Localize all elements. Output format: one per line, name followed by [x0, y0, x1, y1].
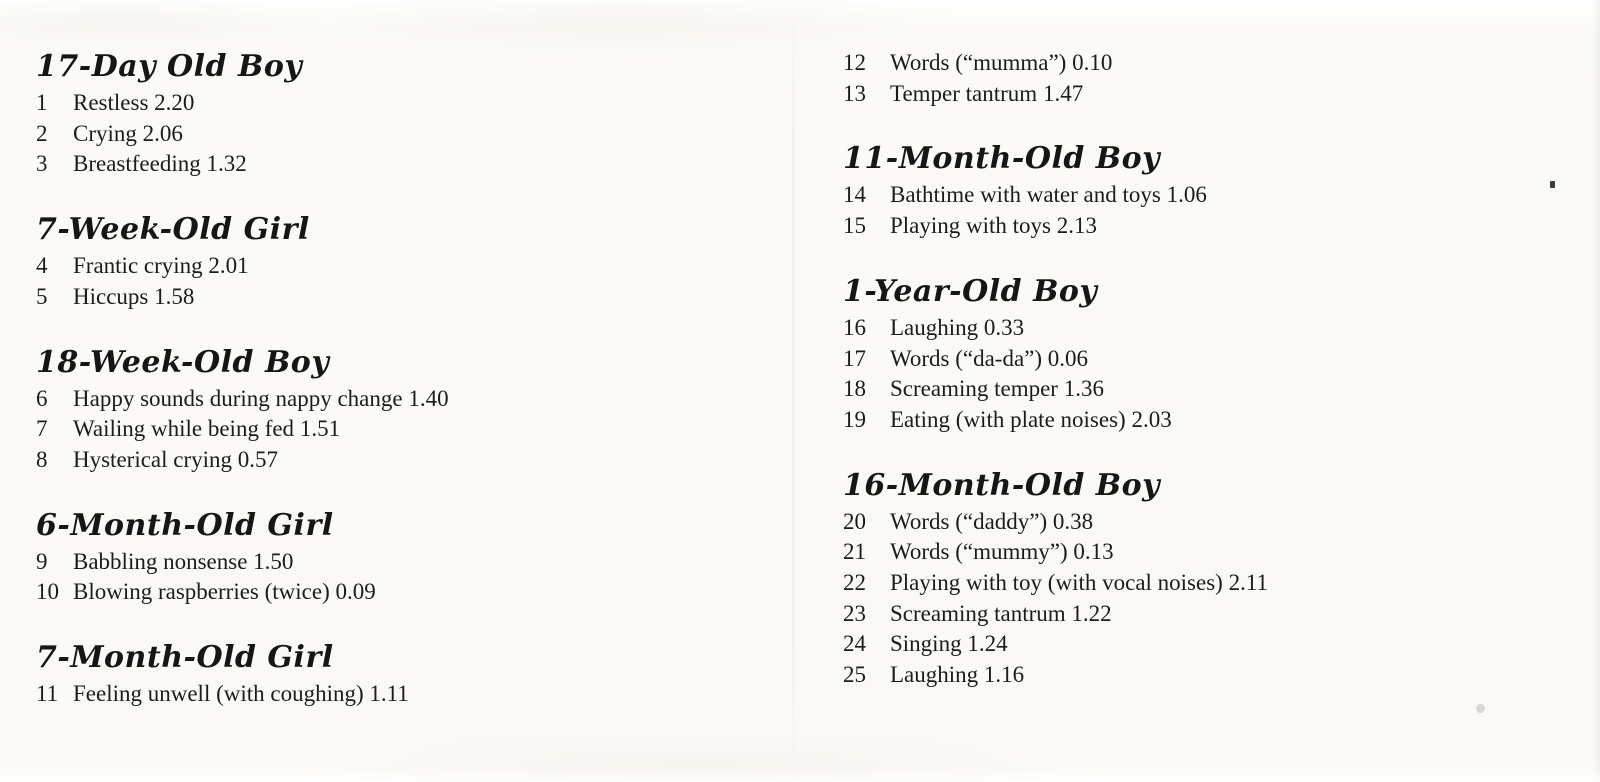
scan-top-light-strip [0, 0, 1600, 28]
track-duration: 2.11 [1228, 570, 1268, 596]
track-duration: 1.24 [967, 631, 1008, 657]
track-row [843, 537, 1563, 568]
track-duration: 2.13 [1056, 213, 1098, 239]
section-heading: 7-Week-Old Girl [36, 212, 310, 248]
track-row [843, 374, 1563, 405]
scan-edge-shade [1593, 0, 1600, 782]
track-title: Words (“da-da”) [890, 345, 1043, 371]
track-title: Screaming temper [890, 376, 1058, 402]
track-duration: 2.20 [154, 90, 195, 115]
track-row [36, 547, 756, 578]
track-duration: 1.06 [1166, 182, 1207, 208]
scan-dust-speck [1550, 181, 1555, 188]
track-row [843, 405, 1563, 436]
track-duration: 1.58 [154, 283, 195, 309]
track-number: 8 [36, 446, 48, 472]
track-number: 13 [843, 80, 866, 106]
track-duration: 1.22 [1071, 600, 1112, 626]
track-duration: 1.11 [369, 681, 409, 707]
track-number: 6 [36, 385, 48, 411]
track-duration: 0.38 [1052, 508, 1094, 534]
track-title: Hiccups [73, 283, 149, 309]
track-number: 3 [36, 151, 48, 177]
track-title: Wailing while being fed [73, 416, 295, 442]
track-row [843, 660, 1563, 691]
track-row [843, 599, 1563, 630]
track-duration: 2.01 [208, 253, 249, 279]
track-section [36, 639, 756, 710]
scan-bottom-light-strip [0, 766, 1600, 782]
track-number: 23 [843, 600, 866, 626]
track-title: Babbling nonsense [73, 548, 248, 574]
track-title: Bathtime with water and toys [890, 182, 1161, 208]
track-title: Happy sounds during nappy change [73, 385, 403, 411]
track-title: Frantic crying [73, 253, 203, 279]
track-number: 7 [36, 416, 48, 442]
track-row [843, 79, 1563, 110]
track-row [843, 313, 1563, 344]
track-row [36, 119, 756, 150]
track-title: Laughing [890, 314, 979, 340]
track-row [843, 211, 1563, 242]
track-row [36, 384, 756, 415]
track-row [843, 180, 1563, 211]
track-number: 19 [843, 406, 866, 432]
track-title: Blowing raspberries (twice) [73, 579, 330, 605]
track-duration: 0.13 [1073, 539, 1114, 565]
track-duration: 1.47 [1042, 80, 1084, 106]
track-title: Words (“mummy”) [890, 539, 1068, 565]
track-duration: 1.51 [299, 416, 341, 442]
track-row [36, 251, 756, 282]
track-row [843, 344, 1563, 375]
track-title: Playing with toys [890, 213, 1052, 239]
track-title: Feeling unwell (with coughing) [73, 681, 364, 707]
track-number: 5 [36, 283, 48, 309]
track-duration: 1.50 [253, 548, 294, 574]
track-number: 21 [843, 539, 866, 565]
track-row [36, 282, 756, 313]
section-heading: 16-Month-Old Boy [843, 467, 1161, 503]
track-duration: 1.32 [206, 151, 247, 177]
track-row [843, 629, 1563, 660]
track-title: Crying [73, 120, 137, 146]
track-section [36, 507, 756, 608]
track-row [843, 568, 1563, 599]
track-title: Hysterical crying [73, 446, 233, 472]
track-section [843, 48, 1563, 109]
track-section [36, 211, 756, 312]
track-title: Restless [73, 90, 149, 115]
track-duration: 0.33 [983, 314, 1025, 340]
track-number: 2 [36, 120, 48, 146]
track-section [36, 344, 756, 476]
track-row [36, 577, 756, 608]
track-title: Laughing [890, 662, 979, 688]
track-title: Eating (with plate noises) [890, 406, 1126, 432]
track-title: Breastfeeding [73, 151, 201, 177]
track-number: 10 [36, 579, 59, 605]
scan-dust-speck [1476, 704, 1485, 713]
track-number: 15 [843, 213, 866, 239]
section-heading: 1-Year-Old Boy [843, 273, 1098, 309]
section-heading: 18-Week-Old Boy [36, 344, 330, 380]
track-number: 9 [36, 548, 48, 574]
track-number: 12 [843, 50, 866, 75]
track-section [843, 140, 1563, 241]
track-title: Screaming tantrum [890, 600, 1066, 626]
track-duration: 1.16 [983, 662, 1025, 688]
section-heading: 7-Month-Old Girl [36, 640, 334, 676]
track-list-left-column [36, 48, 756, 710]
track-number: 22 [843, 570, 866, 596]
track-title: Temper tantrum [890, 80, 1038, 106]
section-heading: 17-Day Old Boy [36, 49, 303, 84]
track-duration: 2.06 [142, 120, 183, 146]
track-number: 16 [843, 314, 866, 340]
track-title: Singing [890, 631, 962, 657]
track-number: 11 [36, 681, 59, 707]
track-row [36, 88, 756, 119]
track-duration: 0.09 [335, 579, 376, 605]
track-row [843, 507, 1563, 538]
track-duration: 1.40 [408, 385, 449, 411]
track-row [843, 48, 1563, 79]
track-row [36, 679, 756, 710]
track-row [36, 445, 756, 476]
track-section [843, 273, 1563, 436]
track-duration: 1.36 [1063, 376, 1104, 402]
track-row [36, 414, 756, 445]
track-number: 4 [36, 253, 48, 279]
track-number: 14 [843, 182, 866, 208]
track-duration: 2.03 [1131, 406, 1172, 432]
track-number: 17 [843, 345, 866, 371]
track-list-right-column [843, 48, 1563, 691]
track-number: 1 [36, 90, 48, 115]
track-row [36, 149, 756, 180]
track-number: 25 [843, 662, 866, 688]
track-number: 20 [843, 508, 866, 534]
booklet-fold-line [792, 0, 795, 782]
section-heading: 6-Month-Old Girl [36, 507, 334, 543]
track-duration: 0.06 [1047, 345, 1089, 371]
track-section [843, 467, 1563, 691]
track-duration: 0.10 [1072, 50, 1113, 75]
track-title: Playing with toy (with vocal noises) [890, 570, 1223, 596]
track-section [36, 48, 756, 180]
track-number: 24 [843, 631, 866, 657]
track-title: Words (“daddy”) [890, 508, 1048, 534]
track-duration: 0.57 [237, 446, 279, 472]
section-heading: 11-Month-Old Boy [843, 141, 1161, 177]
track-number: 18 [843, 376, 866, 402]
track-title: Words (“mumma”) [890, 50, 1067, 75]
